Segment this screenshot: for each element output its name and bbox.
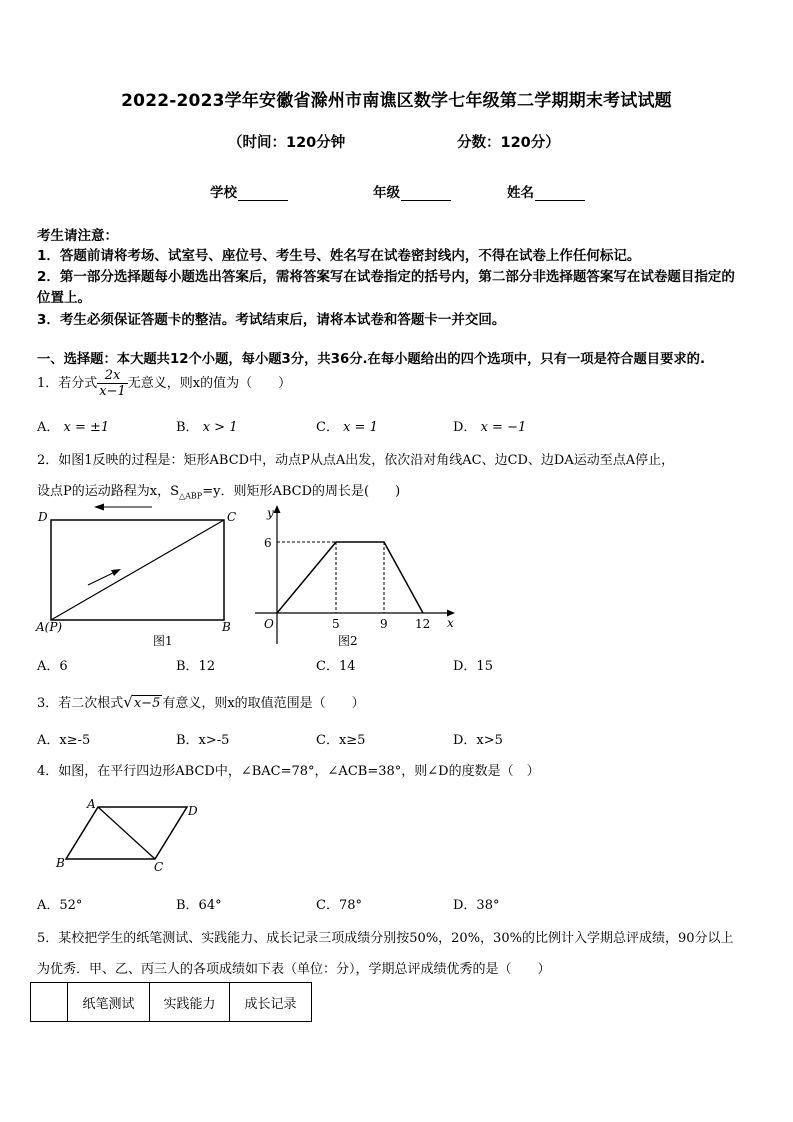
table-header-cell <box>31 983 68 1022</box>
tick-x-5: 5 <box>332 617 340 631</box>
q2-line2-b: =y．则矩形ABCD的周长是( ) <box>202 484 401 499</box>
school-label: 学校 <box>210 185 237 201</box>
label-d: D <box>38 510 48 524</box>
option-letter: A． <box>37 420 60 435</box>
notice-item: 2．第一部分选择题每小题选出答案后，需将答案写在试卷指定的括号内，第二部分非选择题答案写在试卷题目指定的 <box>37 269 735 285</box>
q2-line2-a: 设点P的运动路程为x，S <box>37 484 179 499</box>
q3-prefix: 3．若二次根式 <box>37 696 124 711</box>
tick-y-6: 6 <box>264 536 272 550</box>
q2-option-b: B．12 <box>176 659 216 674</box>
diagonal-ac <box>51 520 224 620</box>
exam-score: 分数：120分） <box>457 135 560 151</box>
grade-blank <box>401 186 451 201</box>
label-c: C <box>154 860 164 874</box>
q1-suffix: 无意义，则x的值为（ ） <box>127 376 292 391</box>
q3-option-d: D．x>5 <box>453 733 503 748</box>
option-text: x = ±1 <box>63 420 110 435</box>
q3-option-a: A．x≥-5 <box>37 733 91 748</box>
section-heading: 一、选择题：本大题共12个小题，每小题3分，共36分.在每小题给出的四个选项中，只有一项是符合题目要求的. <box>37 352 706 367</box>
q1-fraction <box>97 368 128 399</box>
graph-polyline <box>277 542 423 613</box>
q2-line1: 2．如图1反映的过程是：矩形ABCD中，动点P从点A出发，依次沿对角线AC、边CD、边DA运动至点A停止， <box>37 453 675 468</box>
score-table <box>30 982 312 1022</box>
figure-2-caption: 图2 <box>338 634 358 648</box>
q3-option-b: B．x>-5 <box>176 733 230 748</box>
label-x: x <box>447 616 454 630</box>
q1-prefix: 1．若分式 <box>37 376 98 391</box>
exam-time: （时间：120分钟 <box>228 135 346 151</box>
y-axis-arrow-icon <box>274 505 281 513</box>
school-field <box>210 181 288 201</box>
label-y: y <box>267 506 274 520</box>
q1-option-d <box>453 416 526 435</box>
name-field <box>507 181 585 201</box>
grade-field <box>373 181 451 201</box>
notice-item: 位置上。 <box>37 290 91 306</box>
q1-frac-num: 2x <box>97 368 128 384</box>
arrow-left-icon <box>94 504 104 511</box>
option-letter: D． <box>453 420 477 435</box>
table-header-cell: 实践能力 <box>150 983 230 1022</box>
q1-option-c <box>316 416 378 435</box>
figure-2 <box>250 502 460 650</box>
notice-heading: 考生请注意： <box>37 228 118 244</box>
q2-option-d: D．15 <box>453 659 493 674</box>
table-header-cell: 成长记录 <box>230 983 312 1022</box>
label-b: B <box>56 856 65 870</box>
q2-option-a: A．6 <box>37 659 68 674</box>
label-b: B <box>222 620 231 634</box>
label-d: D <box>188 804 198 818</box>
diagonal-ac <box>98 807 155 859</box>
sqrt-sign-icon: √ <box>123 693 133 711</box>
school-blank <box>238 186 288 201</box>
label-c: C <box>227 510 237 524</box>
q2-subscript: △ABP <box>179 491 203 501</box>
figure-1-caption: 图1 <box>153 634 173 648</box>
option-text: x = 1 <box>343 420 378 435</box>
arrow-up-right-icon <box>111 569 121 576</box>
table-header-row <box>31 983 312 1022</box>
name-label: 姓名 <box>507 185 534 201</box>
grade-label: 年级 <box>373 185 400 201</box>
label-a: A <box>87 797 96 811</box>
option-letter: B． <box>176 420 199 435</box>
q2-line2 <box>37 480 400 501</box>
notice-item: 1．答题前请将考场、试室号、座位号、考生号、姓名写在试卷密封线内，不得在试卷上作任何标记。 <box>37 248 641 264</box>
q3-radicand: x−5 <box>133 696 161 711</box>
q3-option-c: C．x≥5 <box>316 733 366 748</box>
page-title: 2022-2023学年安徽省滁州市南谯区数学七年级第二学期期末考试试题 <box>121 91 672 111</box>
figure-parallelogram <box>55 795 215 875</box>
question-1 <box>37 368 291 399</box>
option-text: x = −1 <box>480 420 527 435</box>
name-blank <box>535 186 585 201</box>
question-4: 4．如图，在平行四边形ABCD中，∠BAC=78°，∠ACB=38°，则∠D的度数是（ ） <box>37 764 540 779</box>
q4-option-d: D．38° <box>453 898 500 913</box>
q1-frac-den: x−1 <box>99 384 126 399</box>
option-text: x > 1 <box>202 420 238 435</box>
q4-option-b: B．64° <box>176 898 222 913</box>
question-3 <box>37 692 365 711</box>
tick-x-9: 9 <box>380 617 388 631</box>
tick-x-12: 12 <box>415 617 431 631</box>
label-a-p: A(P) <box>36 620 63 634</box>
q4-option-c: C．78° <box>316 898 362 913</box>
notice-item: 3．考生必须保证答题卡的整洁。考试结束后，请将本试卷和答题卡一并交回。 <box>37 312 506 328</box>
q3-suffix: 有意义，则x的取值范围是（ ） <box>162 696 365 711</box>
table-header-cell: 纸笔测试 <box>68 983 150 1022</box>
figure-1 <box>34 502 244 650</box>
q5-line1: 5．某校把学生的纸笔测试、实践能力、成长记录三项成绩分别按50%，20%，30%的比例计入学期总评成绩，90分以上 <box>37 931 734 946</box>
q2-option-c: C．14 <box>316 659 356 674</box>
option-letter: C． <box>316 420 339 435</box>
q5-line2: 为优秀．甲、乙、丙三人的各项成绩如下表（单位：分），学期总评成绩优秀的是（ ） <box>37 962 551 977</box>
q1-option-a <box>37 416 109 435</box>
label-origin: O <box>264 617 274 631</box>
q1-option-b <box>176 416 237 435</box>
q4-option-a: A．52° <box>37 898 83 913</box>
